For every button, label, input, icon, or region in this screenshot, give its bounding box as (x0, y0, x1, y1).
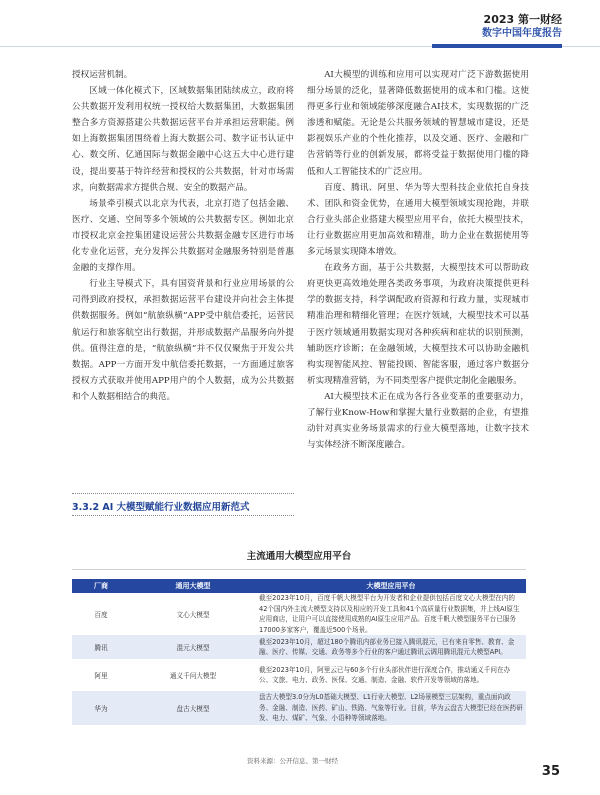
table-title-divider (72, 569, 526, 570)
report-header (482, 13, 562, 41)
cell-vendor: 百度 (94, 611, 108, 619)
cell-vendor: 阿里 (94, 672, 108, 680)
paragraph: 授权运营机制。 (72, 70, 133, 80)
section-title: 3.3.2 AI 大模型赋能行业数据应用新范式 (72, 502, 250, 513)
table-title: 主流通用大模型应用平台 (246, 551, 352, 562)
table-row (72, 593, 526, 635)
paragraph: 行业主导模式下，具有国资背景和行业应用场景的公司得到政府授权，承担数据运营平台建设并向社会主体提供数据服务。例如“航旅纵横”APP受中航信委托，运营民航运行和旅客航空出行数据，并形成数据产品服务向外提供。值得注意的是，“航旅纵横”并不仅仅聚焦于开发公共数据。APP一方面开发中航信委托数据，一方面通过旅客授权方式获取并使用APP用户的个人数据，成为公共数据和个人数据相结合的典范。 (72, 279, 294, 402)
header-title: 2023 第一财经 (483, 13, 562, 26)
cell-platform: 截至2023年10月，阿里云已与60多个行业头部伙伴进行深度合作，推动通义千问在办公、文旅、电力、政务、医保、交通、制造、金融、软件开发等领域的落地。 (259, 665, 511, 684)
cell-platform: 截至2023年10月，超过180个腾讯内部业务已接入腾讯混元，已有来自零售、教育、金融、医疗、传媒、交通、政务等多个行业的客户通过腾讯云调用腾讯混元大模型API。 (259, 637, 515, 656)
header-vendor: 厂商 (94, 582, 108, 590)
page-number: 35 (541, 764, 560, 779)
paragraph: 场景牵引模式以北京为代表，北京打造了包括金融、医疗、交通、空间等多个领域的公共数据专区。例如北京市授权北京金控集团建设运营公共数据金融专区进行市场化专业化运营，充分发挥公共数据对金融服务特别是普惠金融的支撑作用。 (72, 198, 294, 274)
source-note: 资料来源：公开信息、第一财经 (247, 757, 338, 765)
cell-model: 通义千问大模型 (169, 672, 217, 680)
table-row (72, 691, 526, 725)
paragraph: 百度、腾讯、阿里、华为等大型科技企业依托自身技术、团队和资金优势，在通用大模型领域实现抢跑，并联合行业头部企业搭建大模型应用平台，依托大模型技术，让行业数据应用更加高效和精准，助力企业在数据使用等多元场景实现降本增效。 (307, 182, 529, 258)
cell-model: 文心大模型 (176, 611, 210, 619)
table-row (72, 635, 526, 659)
header-model: 通用大模型 (175, 582, 211, 590)
header-platform: 大模型应用平台 (366, 582, 416, 590)
cell-vendor: 华为 (94, 705, 108, 713)
section-divider-top (72, 493, 294, 494)
paragraph: 在政务方面，基于公共数据，大模型技术可以帮助政府更快更高效地处理各类政务事项，为政府决策提供更科学的数据支持，科学调配政府资源和行政力量，实现城市精准治理和精细化管理；在医疗领域，大模型技术可以基于医疗领域通用数据实现对各种疾病和症状的识别预测，辅助医疗诊断；在金融领域，大模型技术可以协助金融机构实现智能风控、智能投顾、智能客服，通过客户数据分析实现精准营销，为不同类型客户提供定制化金融服务。 (307, 263, 529, 386)
right-text-column (307, 67, 529, 453)
left-text-column (72, 67, 294, 405)
paragraph: AI大模型的训练和应用可以实现对广泛下游数据使用细分场景的泛化，显著降低数据使用的成本和门槛。这使得更多行业和领域能够深度融合AI技术，实现数据的广泛渗透和赋能。无论是公共服务领域的智慧城市建设，还是影视娱乐产业的个性化推荐，以及交通、医疗、金融和广告营销等行业的创新发展，都将受益于数据使用门槛的降低和人工智能技术的广泛应用。 (307, 70, 529, 177)
paragraph: AI大模型技术正在成为各行各业变革的重要驱动力，了解行业Know-How和掌握大量行业数据的企业，有望推动针对真实业务场景需求的行业大模型落地，让数字技术与实体经济不断深度融合。 (307, 391, 529, 451)
paragraph: 区域一体化模式下，区域数据集团陆续成立，政府将公共数据开发利用权统一授权给大数据集团，大数据集团整合多方资源搭建公共数据运营平台并承担运营职能。例如上海数据集团围绕着上海大数据公司、数字证书认证中心、数交所、亿通国际与数据金融中心这五大中心进行建设，提出要基于特许经营和授权的公共数据，针对市场需求，向数据需求方提供合规、安全的数据产品。 (72, 86, 294, 193)
platform-table (72, 543, 526, 753)
cell-vendor: 腾讯 (94, 644, 108, 652)
table-row (72, 659, 526, 691)
cell-platform: 盘古大模型3.0分为L0基础大模型、L1行业大模型、L2场景模型三层架构，重点面向政务、金融、制造、医药、矿山、铁路、气象等行业。目前，华为云盘古大模型已经在医药研发、电力、煤矿、气象、小语种等领域落地。 (259, 693, 523, 723)
cell-model: 混元大模型 (176, 644, 210, 652)
section-divider-bottom (72, 515, 294, 516)
table-header (72, 579, 526, 593)
cell-model: 盘古大模型 (176, 705, 210, 713)
header-accent-bar (432, 44, 562, 48)
cell-platform: 截至2023年10月，百度千帆大模型平台为开发者和企业提供包括百度文心大模型在内的42个国内外主流大模型支持以及相应的开发工具和41个高质量行业数据集，并上线AI原生应用商店，让用户可以直接使用成熟的AI原生应用产品。百度千帆大模型服务平台已服务17000多家客户，覆盖近500个场景。 (259, 594, 520, 634)
header-subtitle: 数字中国年度报告 (482, 28, 562, 39)
